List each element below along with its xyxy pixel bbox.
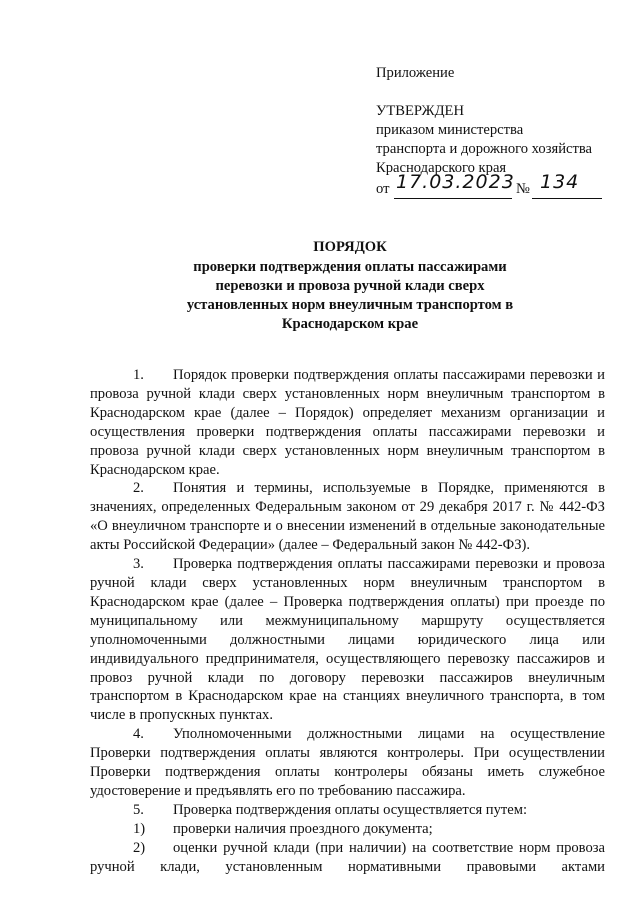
paragraph-number: 3.	[133, 556, 144, 573]
handwritten-number: 134	[540, 170, 580, 193]
paragraph-3	[90, 555, 605, 725]
title-subtitle-line: проверки подтверждения оплаты пассажирами	[193, 258, 507, 275]
date-underline	[394, 198, 512, 199]
approval-line-3: Краснодарского края	[376, 159, 507, 176]
order-date-number-row	[376, 170, 616, 200]
paragraph-text: Проверка подтверждения оплаты осуществляется путем:	[173, 801, 528, 818]
from-label: от	[376, 180, 390, 197]
title-subtitle-line: перевозки и провоза ручной клади сверх	[215, 277, 485, 294]
approval-block	[376, 64, 616, 200]
paragraph-number: 4.	[133, 726, 144, 743]
appendix-label: Приложение	[376, 65, 455, 81]
approval-line-1: приказом министерства	[376, 121, 524, 138]
paragraph-2	[90, 479, 605, 555]
document-title	[100, 238, 600, 334]
paragraph-4	[90, 725, 605, 801]
number-underline	[532, 198, 602, 199]
title-subtitle-line: Краснодарском крае	[281, 315, 419, 332]
paragraph-text: Уполномоченными должностными лицами на осуществление Проверки подтверждения оплаты являются контролеры. При осуществлении Проверки подтверждения оплаты контролеры обязаны иметь служебное удостоверение и предъявлять его по требованию пассажира.	[90, 726, 605, 799]
document-body	[90, 366, 605, 876]
title-subtitle-line: установленных норм внеуличным транспортом в	[186, 296, 514, 313]
subitem-text: проверки наличия проездного документа;	[173, 820, 433, 837]
subitem-2	[90, 839, 605, 877]
subitem-text: оценки ручной клади (при наличии) на соответствие норм провоза ручной клади, установленным нормативными правовыми актами	[90, 839, 605, 875]
paragraph-5	[90, 801, 605, 820]
title-main: ПОРЯДОК	[313, 239, 387, 255]
paragraph-1	[90, 366, 605, 479]
paragraph-number: 5.	[133, 801, 144, 818]
subitem-number: 2)	[133, 839, 146, 856]
subitem-number: 1)	[133, 820, 146, 837]
paragraph-text: Понятия и термины, используемые в Порядке, применяются в значениях, определенных Федеральным законом от 29 декабря 2017 г. № 442-ФЗ «О внеуличном транспорте и о внесении изменений в отдельные законодательные акты Российской Федерации» (далее – Федеральный закон № 442-ФЗ).	[90, 480, 605, 554]
subitem-1	[90, 820, 605, 839]
paragraph-number: 1.	[133, 367, 144, 383]
paragraph-text: Проверка подтверждения оплаты пассажирами перевозки и провоза ручной клади сверх установленных норм внеуличным транспортом в Краснодарском крае (далее – Проверка подтверждения оплаты) при проезде по муниципальному или межмуниципальному маршруту осуществляется уполномоченными должностными лицами юридического лица или индивидуального предпринимателя, осуществляющего перевозку пассажиров и провоз ручной клади по договору перевозки пассажиров внеуличным транспортом в Краснодарском крае на станциях внеуличного транспорта, в том числе в пропускных пунктах.	[90, 556, 605, 724]
number-label: №	[516, 180, 530, 197]
approved-label: УТВЕРЖДЕН	[376, 102, 464, 119]
paragraph-number: 2.	[133, 480, 144, 497]
paragraph-text: Порядок проверки подтверждения оплаты пассажирами перевозки и провоза ручной клади сверх установленных норм внеуличным транспортом в Краснодарском крае (далее – Порядок) определяет механизм организации и осуществления проверки подтверждения оплаты пассажирами перевозки и провоза ручной клади сверх установленных норм внеуличным транспортом в Краснодарском крае.	[90, 367, 605, 478]
handwritten-date: 17.03.2023	[396, 170, 515, 193]
approval-line-2: транспорта и дорожного хозяйства	[376, 140, 593, 157]
